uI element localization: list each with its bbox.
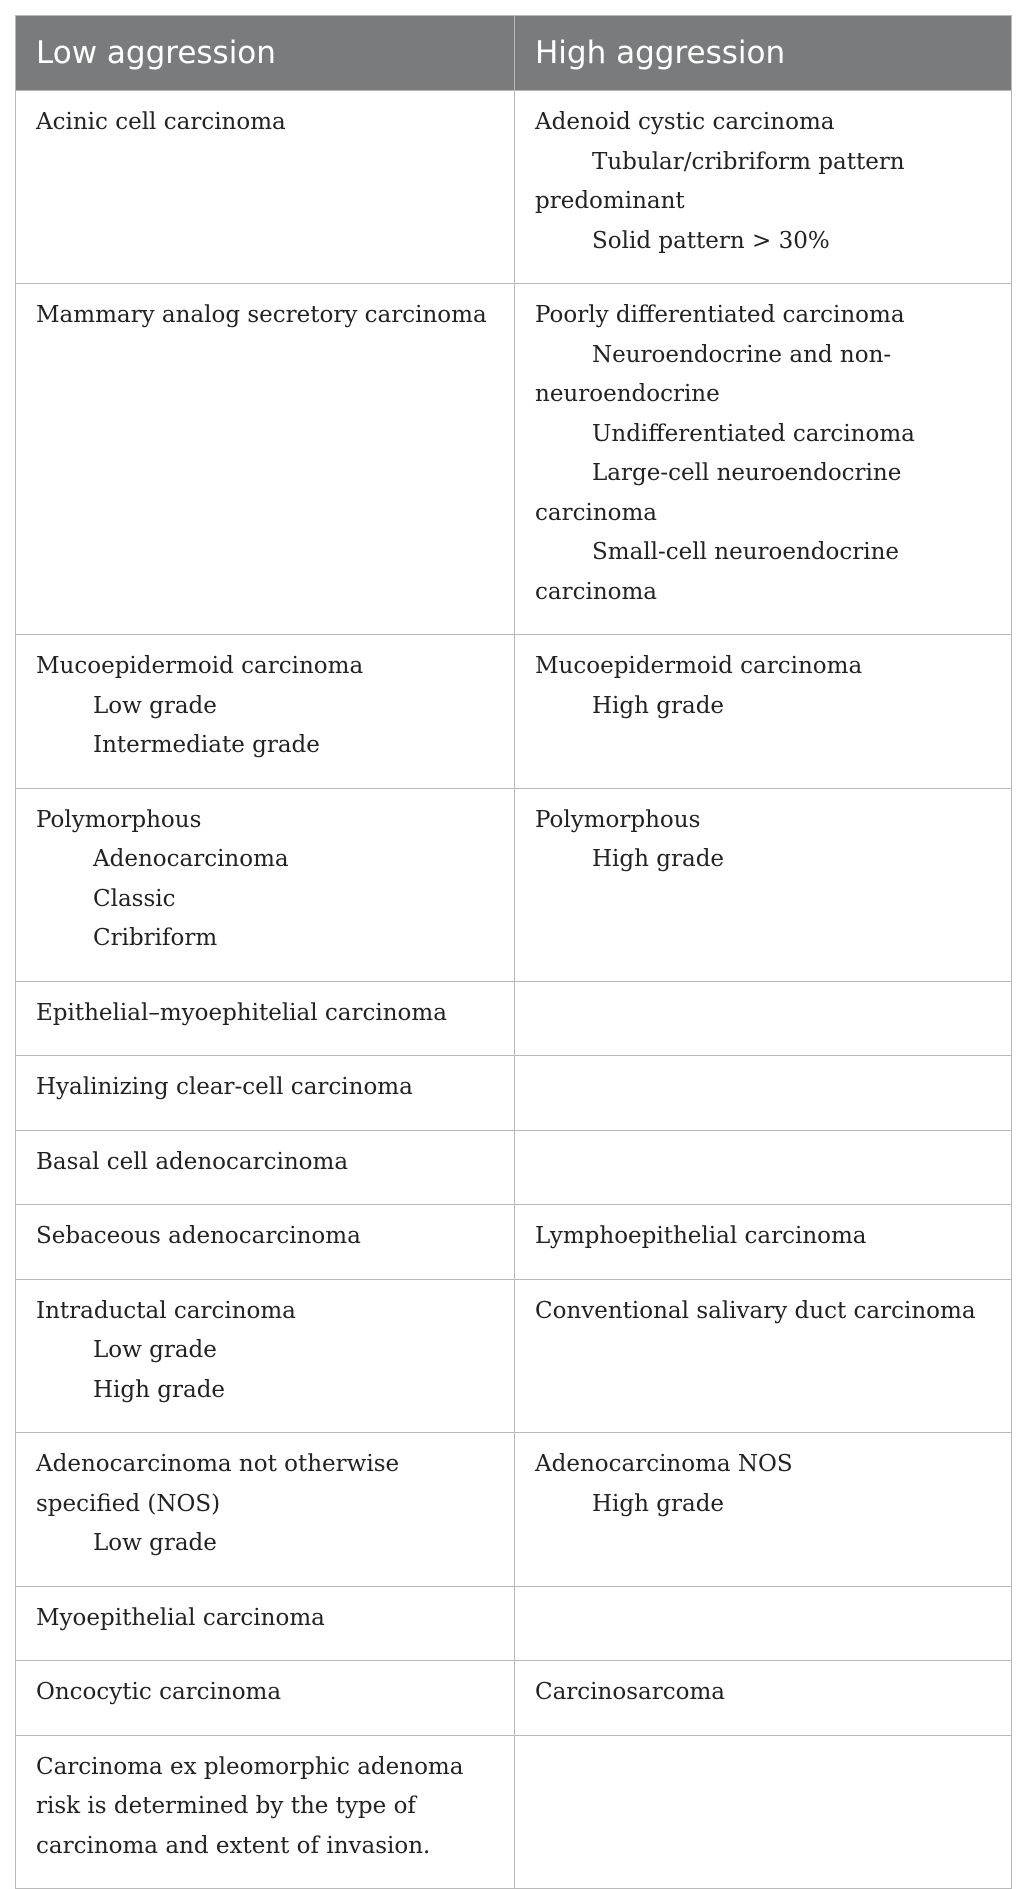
subtype-entry: Large-cell neuroendocrine carcinoma bbox=[535, 460, 902, 526]
carcinoma-entry: Oncocytic carcinoma bbox=[36, 1679, 282, 1705]
carcinoma-entry: Sebaceous adenocarcinoma bbox=[36, 1223, 361, 1249]
carcinoma-entry: Adenoid cystic carcinoma bbox=[535, 109, 835, 135]
carcinoma-entry: Polymorphous bbox=[535, 806, 701, 833]
carcinoma-entry: Polymorphous bbox=[36, 806, 202, 833]
carcinoma-entry: Carcinosarcoma bbox=[535, 1679, 725, 1705]
low-aggression-cell bbox=[16, 284, 515, 635]
subtype-entry: Undifferentiated carcinoma bbox=[592, 420, 915, 447]
subtype-entry: Cribriform bbox=[93, 925, 218, 951]
high-aggression-cell bbox=[515, 1735, 1012, 1889]
high-aggression-cell bbox=[515, 1661, 1012, 1736]
high-aggression-cell bbox=[515, 1056, 1012, 1131]
subtype-entry: Classic bbox=[93, 885, 176, 912]
carcinoma-entry: Adenocarcinoma not otherwise specified (NOS) bbox=[36, 1451, 400, 1517]
table-row bbox=[16, 1586, 1012, 1661]
table-row bbox=[16, 1433, 1012, 1587]
table-row bbox=[16, 91, 1012, 284]
carcinoma-entry: Adenocarcinoma NOS bbox=[535, 1451, 793, 1477]
carcinoma-entry: Epithelial–myoephitelial carcinoma bbox=[36, 999, 447, 1026]
carcinoma-entry: Mammary analog secretory carcinoma bbox=[36, 302, 487, 328]
high-aggression-cell bbox=[515, 1205, 1012, 1280]
table-row bbox=[16, 1130, 1012, 1205]
high-aggression-cell bbox=[515, 91, 1012, 284]
header-row bbox=[16, 16, 1012, 91]
header-high-aggression: High aggression bbox=[515, 16, 1012, 91]
low-aggression-cell bbox=[16, 1130, 515, 1205]
table-row bbox=[16, 1661, 1012, 1736]
low-aggression-cell bbox=[16, 635, 515, 789]
carcinoma-entry: Lymphoepithelial carcinoma bbox=[535, 1223, 867, 1249]
low-aggression-cell bbox=[16, 788, 515, 981]
low-aggression-cell bbox=[16, 91, 515, 284]
carcinoma-entry: Mucoepidermoid carcinoma bbox=[36, 653, 364, 679]
subtype-entry: High grade bbox=[93, 1376, 226, 1403]
subtype-entry: Adenocarcinoma bbox=[93, 846, 289, 872]
carcinoma-entry: Carcinoma ex pleomorphic adenoma risk is determined by the type of carcinoma and extent of invasion. bbox=[36, 1753, 464, 1859]
table-row bbox=[16, 284, 1012, 635]
table-row bbox=[16, 788, 1012, 981]
subtype-entry: Low grade bbox=[93, 692, 217, 719]
table-row bbox=[16, 981, 1012, 1056]
low-aggression-cell bbox=[16, 1433, 515, 1587]
high-aggression-cell bbox=[515, 788, 1012, 981]
low-aggression-cell bbox=[16, 1661, 515, 1736]
carcinoma-entry: Poorly differentiated carcinoma bbox=[535, 302, 905, 328]
subtype-entry: High grade bbox=[592, 1490, 725, 1517]
header-low-aggression: Low aggression bbox=[16, 16, 515, 91]
table-row bbox=[16, 1205, 1012, 1280]
low-aggression-cell bbox=[16, 1279, 515, 1433]
table-row bbox=[16, 1279, 1012, 1433]
carcinoma-entry: Acinic cell carcinoma bbox=[36, 109, 286, 135]
low-aggression-cell bbox=[16, 1205, 515, 1280]
high-aggression-cell bbox=[515, 284, 1012, 635]
carcinoma-entry: Basal cell adenocarcinoma bbox=[36, 1148, 349, 1175]
low-aggression-cell bbox=[16, 981, 515, 1056]
high-aggression-cell bbox=[515, 1586, 1012, 1661]
high-aggression-cell bbox=[515, 1279, 1012, 1433]
aggression-table bbox=[15, 15, 1012, 1889]
subtype-entry: High grade bbox=[592, 692, 725, 719]
high-aggression-cell bbox=[515, 981, 1012, 1056]
table-row bbox=[16, 1735, 1012, 1889]
subtype-entry: Low grade bbox=[93, 1530, 217, 1556]
low-aggression-cell bbox=[16, 1735, 515, 1889]
subtype-entry: Low grade bbox=[93, 1337, 217, 1363]
low-aggression-cell bbox=[16, 1056, 515, 1131]
carcinoma-entry: Conventional salivary duct carcinoma bbox=[535, 1297, 976, 1324]
table-body bbox=[16, 91, 1012, 1889]
carcinoma-entry: Myoepithelial carcinoma bbox=[36, 1604, 325, 1631]
subtype-entry: High grade bbox=[592, 846, 725, 872]
low-aggression-cell bbox=[16, 1586, 515, 1661]
carcinoma-entry: Intraductal carcinoma bbox=[36, 1297, 296, 1324]
high-aggression-cell bbox=[515, 1130, 1012, 1205]
table-row bbox=[16, 1056, 1012, 1131]
subtype-entry: Small-cell neuroendocrine carcinoma bbox=[535, 539, 900, 605]
subtype-entry: Solid pattern > 30% bbox=[592, 227, 830, 254]
high-aggression-cell bbox=[515, 1433, 1012, 1587]
subtype-entry: Neuroendocrine and non-neuroendocrine bbox=[535, 341, 892, 407]
subtype-entry: Intermediate grade bbox=[93, 732, 320, 758]
high-aggression-cell bbox=[515, 635, 1012, 789]
carcinoma-entry: Mucoepidermoid carcinoma bbox=[535, 653, 863, 679]
subtype-entry: Tubular/cribriform pattern predominant bbox=[535, 148, 905, 214]
carcinoma-entry: Hyalinizing clear-cell carcinoma bbox=[36, 1074, 413, 1100]
table-row bbox=[16, 635, 1012, 789]
